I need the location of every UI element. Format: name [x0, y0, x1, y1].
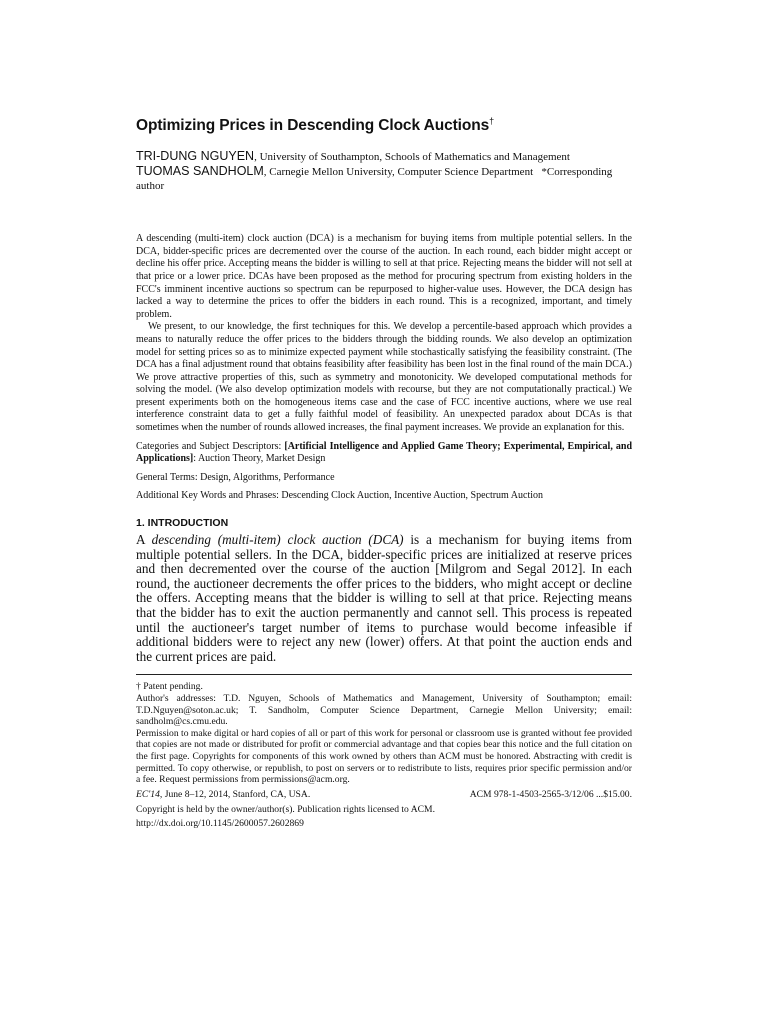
title-footnote-mark: †	[489, 116, 495, 126]
author-1	[136, 149, 632, 164]
keywords: Additional Key Words and Phrases: Descending Clock Auction, Incentive Auction, Spectrum Auction	[136, 490, 543, 502]
footnote-patent: † Patent pending.	[136, 681, 203, 693]
categories-bold: [Artificial Intelligence and Applied Game Theory; Experimental, Empirical, and Applications]	[136, 440, 633, 465]
abstract	[136, 233, 632, 435]
paper-title: Optimizing Prices in Descending Clock Auctions†	[136, 116, 495, 135]
doi-link[interactable]: http://dx.doi.org/10.1145/2600057.2602869	[136, 817, 304, 829]
abstract-paragraph: A descending (multi-item) clock auction (DCA) is a mechanism for buying items from multiple potential sellers. In the DCA, bidder-specific prices are decremented over the course of the auction. In each round, each bidder might accept or decline his offer price. Accepting means the bidder is willing to sell at that price. Rejecting means the bidder will not sell at that price or a lower price. DCAs have been proposed as the method for procuring spectrum from existing holders in the FCC's imminent incentive auctions so spectrum can be repurposed to higher-value uses. However, the DCA design has lacked a way to determine the prices to offer the bidders in each round. This is a recognized, important, and timely problem.	[136, 233, 632, 320]
footnotes	[136, 681, 632, 829]
categories: Categories and Subject Descriptors: [Artificial Intelligence and Applied Game Theory; Experimental, Empirical, and Applications]: Auction Theory, Market Design	[136, 440, 633, 465]
author-affiliation: , University of Southampton, Schools of Mathematics and Management	[254, 151, 570, 164]
copyright-notice: Copyright is held by the owner/author(s). Publication rights licensed to ACM.	[136, 804, 435, 816]
section-heading: 1. INTRODUCTION	[136, 517, 229, 530]
general-terms: General Terms: Design, Algorithms, Performance	[136, 471, 335, 483]
conference-line: EC'14, June 8–12, 2014, Stanford, CA, USA. ACM 978-1-4503-2565-3/12/06 ...$15.00.	[136, 788, 632, 800]
footnote-divider	[136, 674, 632, 675]
abstract-paragraph: We present, to our knowledge, the first techniques for this. We develop a percentile-based approach which provides a means to naturally reduce the offer prices to the bidders through the bidding rounds. We also develop an optimization model for setting prices so as to minimize expected payment while stochastically satisfying the feasibility constraint. (The DCA has a final adjustment round that obtains feasibility after feasibility has been lost in the final round of the main DCA.) We prove attractive properties of this, such as symmetry and monotonicity. We developed computational methods for solving the model. (We also develop optimization models with recourse, but they are not computationally practical.) We present experiments both on the homogeneous items case and the case of FCC incentive auctions, where we use real interference constraint data to get a fully faithful model of feasibility. An unexpected paradox about DCAs is that sometimes when the number of rounds allowed increases, the final payment increases. We provide an explanation for this.	[136, 321, 632, 434]
author-affiliation: , Carnegie Mellon University, Computer Science Department	[263, 166, 534, 179]
intro-paragraph: A descending (multi-item) clock auction (DCA) is a mechanism for buying items from multiple potential sellers. In the DCA, bidder-specific prices are initialized at reserve prices and then decremented over the course of the auction [Milgrom and Segal 2012]. In each round, the auctioneer decrements the offer prices to the bidders, who might accept or decline the offers. Accepting means that the bidder is willing to sell at that price. Rejecting means that the bidder has to exit the auction permanently and cannot sell. This process is repeated until the auctioneer's target number of items to purchase would become infeasible if additional bidders were to reject any new (lower) offers. At that point the auction ends and the current prices are paid.	[136, 532, 632, 664]
author-name: TUOMAS SANDHOLM	[136, 164, 264, 179]
author-2	[136, 164, 632, 193]
footnote-addresses: Author's addresses: T.D. Nguyen, Schools of Mathematics and Management, University of Southampton; email: T.D.Nguyen@soton.ac.uk; T. Sandholm, Computer Science Department, Carnegie Mellon University; email: sandholm@cs.cmu.edu.	[136, 692, 632, 728]
footnote-permission: Permission to make digital or hard copies of all or part of this work for personal or classroom use is granted without fee provided that copies are not made or distributed for profit or commercial advantage and that copies bear this notice and the full citation on the first page. Copyrights for components of this work owned by others than ACM must be honored. Abstracting with credit is permitted. To copy otherwise, or republish, to post on servers or to redistribute to lists, requires prior specific permission and/or a fee. Request permissions from permissions@acm.org.	[136, 727, 632, 786]
corresponding-author-note: *Corresponding author	[136, 166, 613, 193]
author-block	[136, 149, 632, 193]
intro-italic-term: descending (multi-item) clock auction (DCA)	[151, 532, 404, 548]
author-name: TRI-DUNG NGUYEN	[136, 149, 255, 164]
conference-name: EC'14,	[136, 788, 163, 800]
acm-isbn: ACM 978-1-4503-2565-3/12/06 ...$15.00.	[469, 788, 632, 800]
